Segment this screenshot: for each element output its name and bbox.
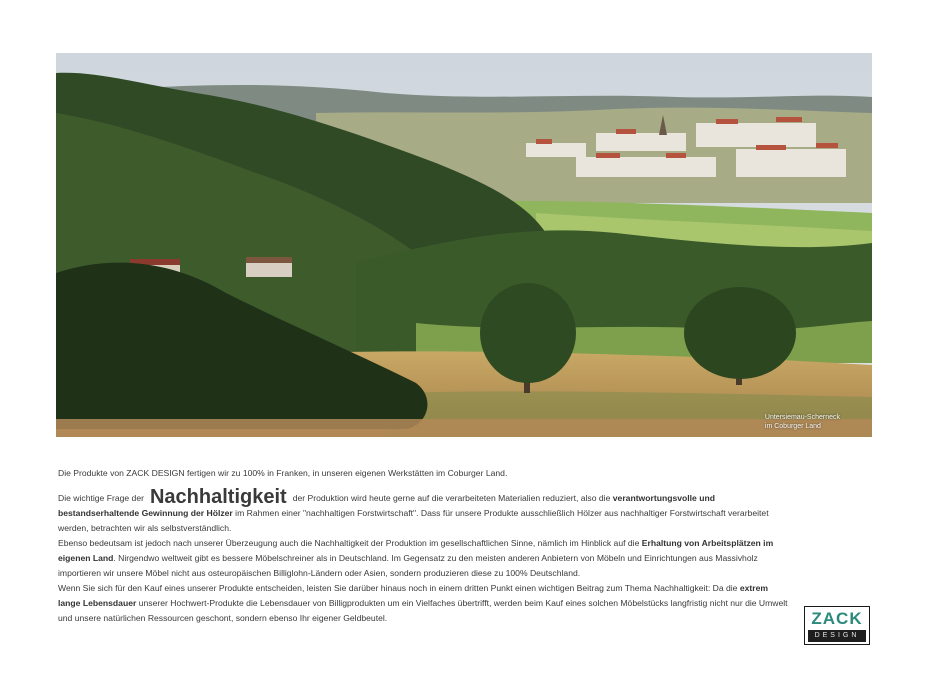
intro-paragraph: Die Produkte von ZACK DESIGN fertigen wir zu 100% in Franken, in unseren eigenen Werkstätten im Coburger Land.: [58, 468, 508, 478]
headline-nachhaltigkeit: Nachhaltigkeit: [149, 486, 287, 508]
photo-caption-line2: im Coburger Land: [764, 423, 821, 430]
zack-design-logo: [804, 606, 870, 645]
p2-text-a: Die wichtige Frage der: [58, 493, 144, 503]
body-text: [58, 466, 788, 626]
p3-text-a: Ebenso bedeutsam ist jedoch nach unserer Überzeugung auch die Nachhaltigkeit der Produktion im gesellschaftlichen Sinne, nämlich im Hinblick auf die: [58, 538, 642, 548]
p2-bold: verantwortungsvolle und bestandserhaltende Gewinnung der Hölzer: [58, 493, 715, 518]
landscape-photo: [56, 53, 872, 437]
landscape-illustration: [56, 53, 872, 437]
logo-word-design: DESIGN: [808, 630, 866, 642]
sustainability-paragraph: [58, 486, 788, 536]
p3-text-b: . Nirgendwo weltweit gibt es bessere Möbelschreiner als in Deutschland. Im Gegensatz zu den meisten anderen Anbietern von Möbeln und Einrichtungen aus Massivholz importieren wir unsere Möbel nicht aus osteuropäischen Billiglohn-Ländern oder Asien, sondern produzieren diese zu 100% Deutschland.: [58, 553, 758, 578]
photo-caption: [765, 413, 840, 431]
p2-text-b: der Produktion wird heute gerne auf die verarbeiteten Materialien reduziert, also die: [292, 493, 611, 503]
jobs-paragraph: [58, 536, 788, 581]
p4-text-b: unserer Hochwert-Produkte die Lebensdauer von Billigprodukten um ein Vielfaches übertrifft, werden beim Kauf eines solchen Möbelstücks langfristig nicht nur die Umwelt und unsere natürlichen Ressourcen geschont, sondern ebenso Ihr eigener Geldbeutel.: [58, 598, 788, 623]
p3-bold: Erhaltung von Arbeitsplätzen im eigenen Land: [58, 538, 774, 563]
p4-bold: extrem lange Lebensdauer: [58, 583, 769, 608]
p4-text-a: Wenn Sie sich für den Kauf eines unserer Produkte entscheiden, leisten Sie darüber hinaus noch in einem dritten Punkt einen wichtigen Beitrag zum Thema Nachhaltigkeit: Da die: [58, 583, 740, 593]
p2-text-c: im Rahmen einer "nachhaltigen Forstwirtschaft". Dass für unsere Produkte ausschließlich Hölzer aus nachhaltiger Forstwirtschaft verarbeitet werden, betrachten wir als selbstverständlich.: [58, 508, 769, 533]
logo-word-zack: ZACK: [811, 609, 863, 628]
lifetime-paragraph: [58, 581, 788, 626]
photo-caption-line1: Untersiemau-Scherneck: [764, 414, 840, 421]
